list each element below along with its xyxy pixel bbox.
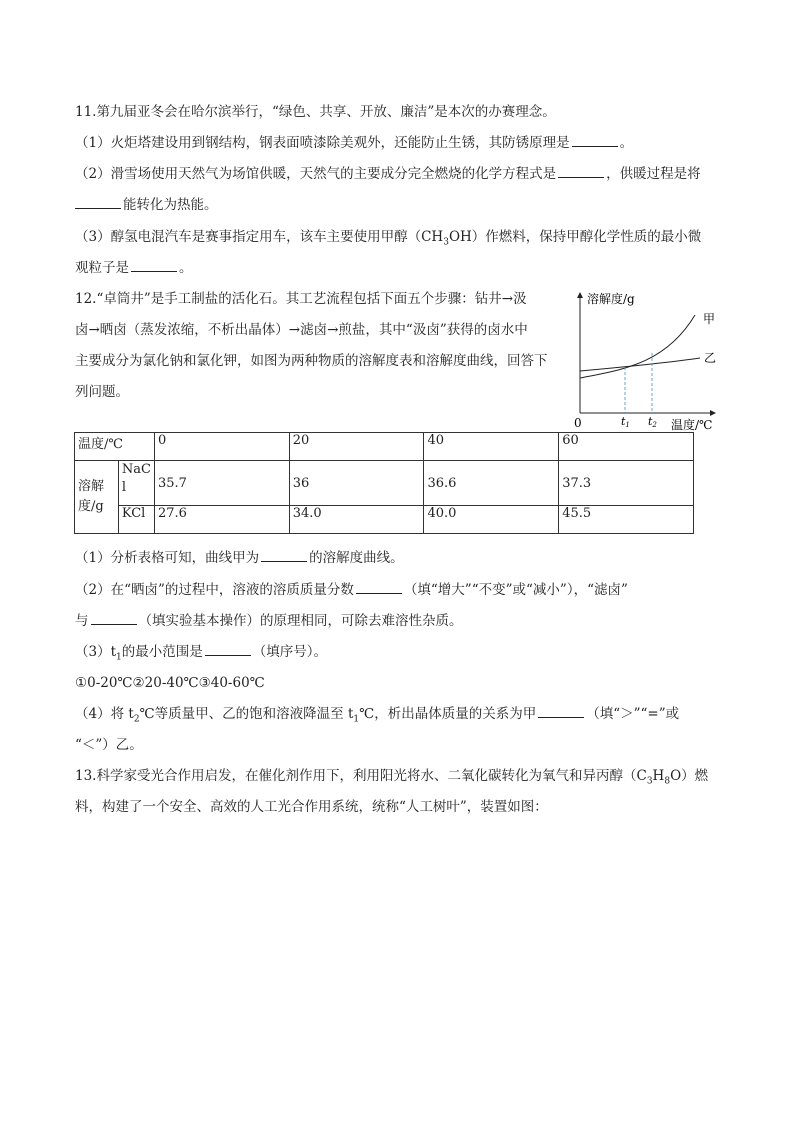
- answer-blank[interactable]: [572, 134, 618, 147]
- q11-part3-text: （3）醇氢电混汽车是赛事指定用车，该车主要使用甲醇（CH: [75, 229, 444, 245]
- curve-jia: [580, 315, 695, 378]
- table-row: [75, 461, 694, 506]
- kcl-cell: 40.0: [424, 506, 559, 534]
- answer-blank[interactable]: [356, 581, 402, 594]
- table-row: [75, 506, 694, 534]
- temp-cell: 60: [559, 433, 694, 461]
- q12-part2-text: （2）在“晒卤”的过程中，溶液的溶质质量分数: [75, 582, 354, 598]
- table-row: [75, 433, 694, 461]
- nacl-cell: 36: [289, 461, 424, 506]
- q13-line1: [75, 767, 708, 791]
- q11-part1-end: 。: [619, 135, 634, 151]
- nacl-cell: 37.3: [559, 461, 694, 506]
- q13-line1-text3: O）燃: [670, 768, 709, 784]
- q11-part2: [75, 165, 701, 183]
- answer-blank[interactable]: [538, 705, 584, 718]
- t2-label: t2: [648, 415, 657, 429]
- kcl-cell: 34.0: [289, 506, 424, 534]
- q12-line2: 卤→晒卤（蒸发浓缩，不析出晶体）→滤卤→煎盐，其中“汲卤”获得的卤水中: [75, 322, 528, 338]
- t1-label: t1: [621, 415, 630, 429]
- q12-part2: [75, 581, 628, 599]
- q12-part2-end: （填实验基本操作）的原理相同，可除去难溶性杂质。: [138, 613, 463, 629]
- q11-part2-mid: ，供暖过程是将: [606, 166, 701, 182]
- solubility-curve-chart: [565, 285, 725, 435]
- q11-stem: 11.第九届亚冬会在哈尔滨举行，“绿色、共享、开放、廉洁”是本次的办赛理念。: [75, 104, 556, 120]
- nacl-cell: 35.7: [154, 461, 289, 506]
- q12-line4: 列问题。: [75, 384, 129, 400]
- formula-subscript: 8: [664, 776, 671, 787]
- q12-part4-cont: “＜”）乙。: [75, 737, 143, 753]
- curve-yi: [580, 358, 700, 371]
- q12-line3: 主要成分为氯化钠和氯化钾，如图为两种物质的溶解度表和溶解度曲线，回答下: [75, 353, 548, 369]
- kcl-cell: 27.6: [154, 506, 289, 534]
- solubility-table: [74, 432, 694, 534]
- q13-line2: 料，构建了一个安全、高效的人工光合作用系统，统称“人工树叶”，装置如图：: [75, 799, 548, 815]
- curve-jia-label: 甲: [703, 312, 716, 326]
- nacl-cell: 36.6: [424, 461, 559, 506]
- answer-blank[interactable]: [91, 612, 137, 625]
- q12-part1: [75, 549, 404, 567]
- nacl-label: NaC l: [118, 461, 154, 506]
- q11-part1: [75, 134, 633, 152]
- q12-part1-text: （1）分析表格可知，曲线甲为: [75, 550, 260, 566]
- q12-part4-text3: ℃，析出晶体质量的关系为甲: [359, 706, 537, 722]
- q12-part3: [75, 643, 327, 667]
- q12-part3-text: （3）t: [75, 644, 117, 660]
- answer-blank[interactable]: [75, 196, 121, 209]
- solubility-label: 溶解 度/g: [75, 461, 119, 534]
- q11-part3-text3: 观粒子是: [75, 260, 129, 276]
- temp-header: 温度/℃: [75, 433, 155, 461]
- q11-part2-cont: [75, 196, 218, 214]
- q12-part4-text2: ℃等质量甲、乙的饱和溶液降温至 t: [139, 706, 354, 722]
- q11-part2-text: （2）滑雪场使用天然气为场馆供暖，天然气的主要成分完全燃烧的化学方程式是: [75, 166, 557, 182]
- formula-subscript: 3: [443, 237, 449, 248]
- q12-part4-text4: （填“＞”“=”或: [586, 706, 680, 722]
- answer-blank[interactable]: [558, 165, 604, 178]
- x-axis-label: 温度/℃: [671, 418, 713, 432]
- q12-line1: 12.“卓筒井”是手工制盐的活化石。其工艺流程包括下面五个步骤：钻井→汲: [75, 291, 527, 307]
- q12-part2-mid: （填“增大”“不变”或“减小”），“滤卤”: [403, 582, 628, 598]
- q12-part3-end: （填序号）。: [252, 644, 327, 660]
- answer-blank[interactable]: [205, 643, 251, 656]
- q13-line1-text2: H: [652, 768, 665, 784]
- temp-cell: 0: [154, 433, 289, 461]
- kcl-label: KCl: [118, 506, 154, 534]
- q12-part3-text2: 的最小范围是: [121, 644, 203, 660]
- t1-subscript: 1: [353, 714, 360, 725]
- q11-part3: [75, 228, 701, 252]
- q11-part3-text2: OH）作燃料，保持甲醇化学性质的最小微: [448, 229, 702, 245]
- t2-subscript: 2: [133, 714, 140, 725]
- q12-part2-text2: 与: [75, 613, 89, 629]
- q11-part3-end: 。: [179, 260, 193, 276]
- q12-part4: [75, 705, 679, 729]
- q11-part2-end: 能转化为热能。: [123, 197, 218, 213]
- kcl-cell: 45.5: [559, 506, 694, 534]
- formula-subscript: 3: [646, 776, 653, 787]
- q12-part4-text: （4）将 t: [75, 706, 134, 722]
- t1-subscript: 1: [116, 652, 122, 663]
- curve-yi-label: 乙: [704, 351, 717, 365]
- q12-options: ①0-20℃②20-40℃③40-60℃: [75, 675, 265, 691]
- q12-part1-end: 的溶解度曲线。: [309, 550, 404, 566]
- origin-label: 0: [574, 416, 582, 430]
- q11-part1-text: （1）火炬塔建设用到钢结构，钢表面喷漆除美观外，还能防止生锈，其防锈原理是: [75, 135, 570, 151]
- answer-blank[interactable]: [261, 549, 307, 562]
- q12-part2-cont: [75, 612, 463, 630]
- q11-part3-cont: [75, 259, 193, 277]
- q13-line1-text: 13.科学家受光合作用启发，在催化剂作用下，利用阳光将水、二氧化碳转化为氧气和异丙醇（C: [75, 768, 647, 784]
- temp-cell: 20: [289, 433, 424, 461]
- temp-cell: 40: [424, 433, 559, 461]
- answer-blank[interactable]: [131, 259, 177, 272]
- y-axis-label: 溶解度/g: [587, 292, 635, 306]
